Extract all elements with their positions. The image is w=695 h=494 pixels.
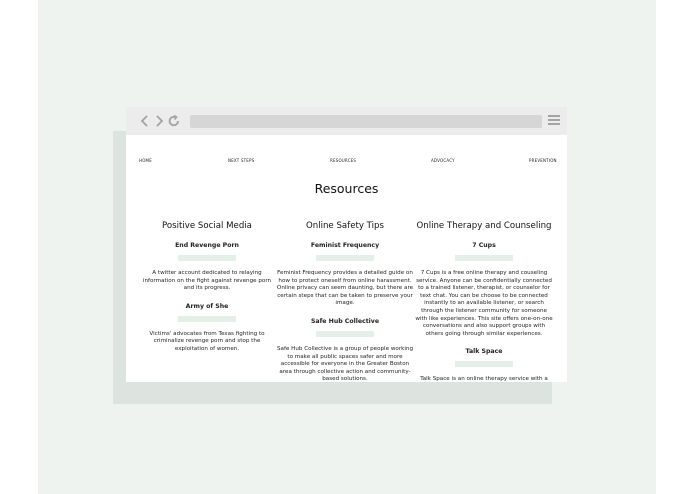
column-title: Online Therapy and Counseling	[416, 221, 552, 231]
resource-title: Feminist Frequency	[310, 242, 380, 249]
resource-title: Safe Hub Collective	[310, 317, 380, 325]
resource-link[interactable]	[455, 361, 513, 367]
reload-icon[interactable]	[168, 114, 180, 128]
column-title: Positive Social Media	[162, 221, 252, 231]
column-title: Online Safety Tips	[306, 221, 384, 231]
address-bar[interactable]	[190, 115, 542, 128]
resource-link[interactable]	[455, 255, 513, 261]
web-page	[128, 135, 565, 382]
resource-title: End Revenge Porn	[175, 242, 239, 249]
page-title: Resources	[314, 181, 379, 196]
browser-window	[126, 107, 567, 382]
column-online-safety-tips	[275, 220, 415, 382]
chevron-left-icon[interactable]	[139, 114, 151, 128]
resource-description: Talk Space is an online therapy service with a	[420, 376, 548, 382]
chevron-right-icon[interactable]	[153, 114, 165, 128]
nav-item-advocacy[interactable]: ADVOCACY	[431, 158, 455, 163]
resource-title: Army of She	[185, 302, 229, 310]
resource-description: Victims' advocates from Texas fighting to criminalize revenge porn and stop the exploitation of women.	[149, 330, 265, 352]
resource-description: Feminist Frequency provides a detailed guide on how to protect oneself from online harassment. Online privacy can seem daunting, but there are certain steps that can be taken to preserve your image.	[276, 270, 414, 307]
nav-item-prevention[interactable]: PREVENTION	[529, 158, 557, 163]
nav-item-next-steps[interactable]: NEXT STEPS	[228, 158, 255, 163]
resource-description: 7 Cups is a free online therapy and couseling service. Anyone can be confidentially connected to a trained listener, therapist, or counselor for text chat. You can be choose to be connected instantly to an available listener, or search through the listener community for someone with like experiences. This site offers one-on-one conversations and also support groups with others going through similar experiences.	[415, 270, 553, 337]
resource-description: A twitter account dedicated to relaying information on the fight against revenge porn and its progress.	[142, 270, 272, 292]
resource-title: Talk Space	[465, 348, 503, 356]
resource-description: Safe Hub Collective is a group of people working to make all public spaces safer and more accessible for everyone in the Greater Boston area through collective action and community-based solutions.	[276, 345, 414, 382]
resource-link[interactable]	[178, 316, 236, 322]
nav-item-resources[interactable]: RESOURCES	[330, 158, 357, 163]
column-online-therapy-and-counseling	[414, 220, 554, 382]
resource-link[interactable]	[316, 331, 374, 337]
column-positive-social-media	[137, 220, 277, 354]
nav-item-home[interactable]: HOME	[139, 158, 152, 163]
resource-title: 7 Cups	[472, 242, 496, 249]
top-navigation	[128, 158, 565, 166]
resource-link[interactable]	[316, 255, 374, 261]
resource-link[interactable]	[178, 255, 236, 261]
hamburger-menu-icon[interactable]	[548, 115, 560, 127]
browser-toolbar	[126, 107, 567, 135]
